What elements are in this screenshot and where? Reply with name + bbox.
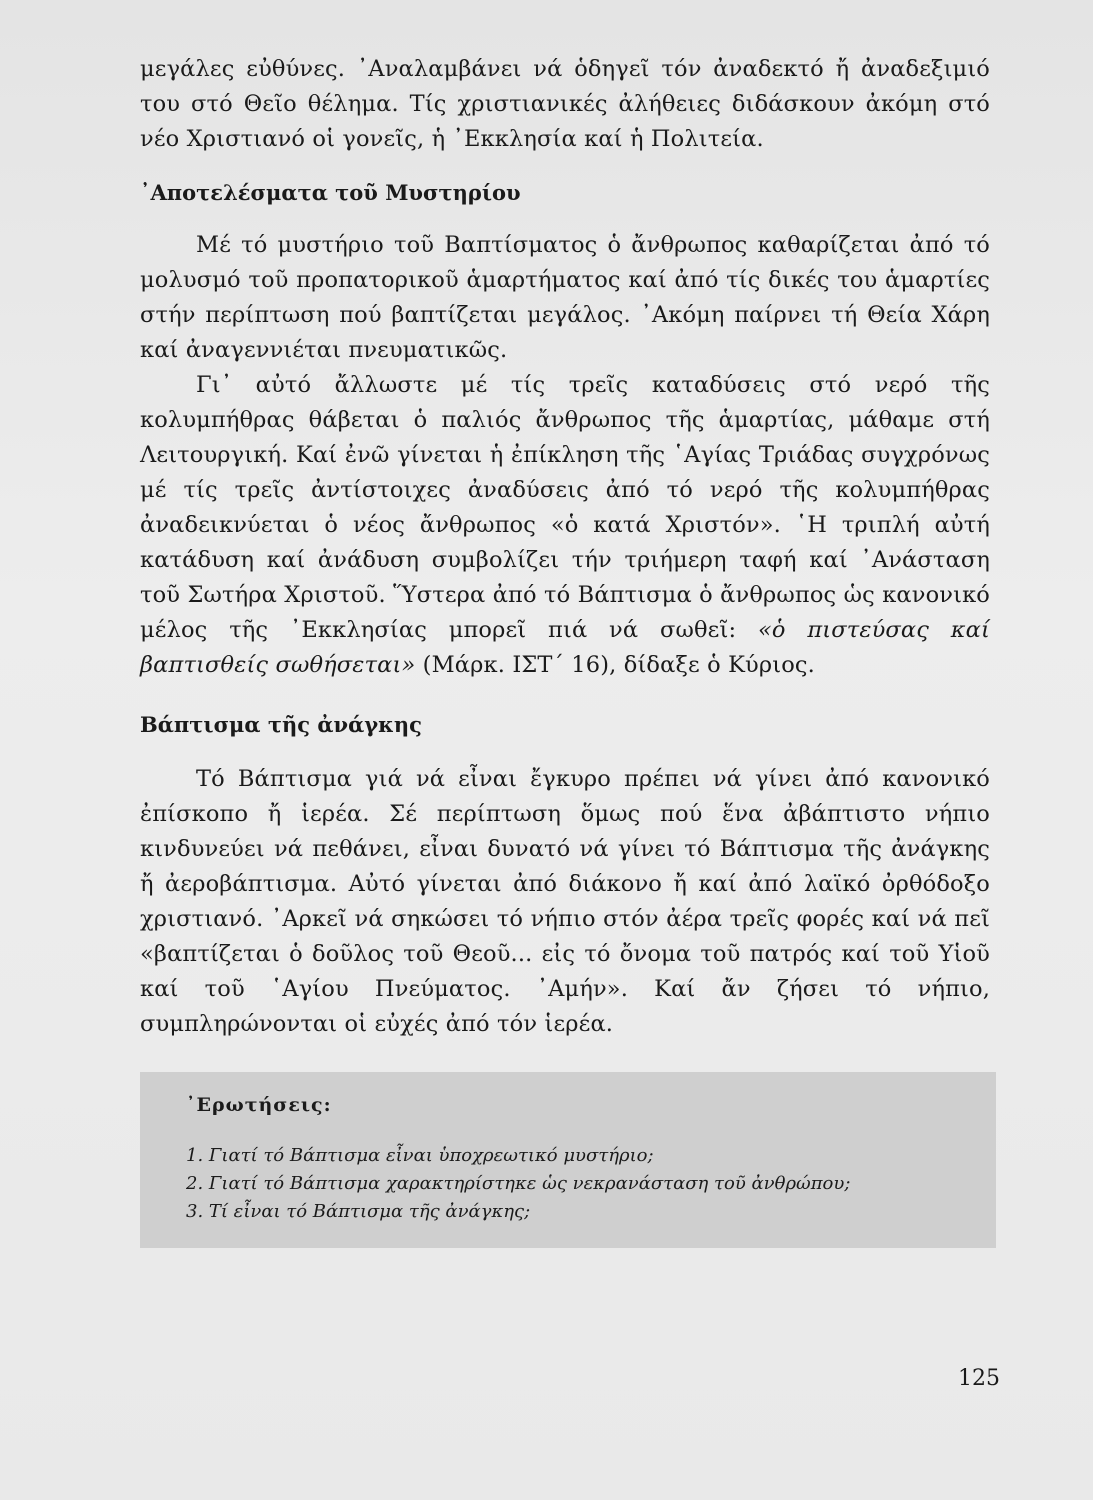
effects-paragraph-1: Μέ τό μυστήριο τοῦ Βαπτίσματος ὁ ἄνθρωπος καθαρίζεται ἀπό τό μολυσμό τοῦ προπατορικοῦ ἁμαρτήματος καί ἀπό τίς δικές του ἁμαρτίες στήν περίπτωση πού βαπτίζεται μεγάλος. ᾿Ακόμη παίρνει τή Θεία Χάρη καί ἀναγεννιέται πνευματικῶς. [140,232,990,363]
effects-paragraph-2 [140,368,990,683]
effects-paragraph-2-text: Γι᾿ αὐτό ἄλλωστε μέ τίς τρεῖς καταδύσεις στό νερό τῆς κολυμπήθρας θάβεται ὁ παλιός ἄνθρωπος τῆς ἁμαρτίας, μάθαμε στή Λειτουργική. Καί ἐνῶ γίνεται ἡ ἐπίκληση τῆς ῾Αγίας Τριάδας συγχρόνως μέ τίς τρεῖς ἀντίστοιχες ἀναδύσεις ἀπό τό νερό τῆς κολυμπήθρας ἀναδεικνύεται ὁ νέος ἄνθρωπος «ὁ κατά Χριστόν». ῾Η τριπλή αὐτή κατάδυση καί ἀνάδυση συμβολίζει τήν τριήμερη ταφή καί ᾿Ανάσταση τοῦ Σωτήρα Χριστοῦ. Ὕστερα ἀπό τό Βάπτισμα ὁ ἄνθρωπος ὡς κανονικό μέλος τῆς ᾿Εκκλησίας μπορεῖ πιά νά σωθεῖ: [140,372,990,643]
questions-box [140,1072,996,1248]
question-item: 3. Τί εἶναι τό Βάπτισμα τῆς ἀνάγκης; [186,1201,531,1222]
questions-title: ᾿Ερωτήσεις: [186,1094,332,1116]
intro-paragraph [140,52,990,157]
intro-text: μεγάλες εὐθύνες. ᾿Αναλαμβάνει νά ὁδηγεῖ τόν ἀναδεκτό ἤ ἀναδεξιμιό του στό Θεῖο θέλημα. Τίς χριστιανικές ἀλήθειες διδάσκουν ἀκόμη στό νέο Χριστιανό οἱ γονεῖς, ἡ ᾿Εκκλησία καί ἡ Πολιτεία. [140,56,990,152]
page-number: 125 [958,1366,1000,1391]
section-heading-effects: ᾿Αποτελέσματα τοῦ Μυστηρίου [140,180,521,205]
section-heading-necessity: Βάπτισμα τῆς ἀνάγκης [140,712,422,737]
scripture-quote: «ὁ πιστεύσας καί βαπτισθείς σωθήσεται» [140,617,990,678]
question-item: 1. Γιατί τό Βάπτισμα εἶναι ὑποχρεωτικό μυστήριο; [186,1145,654,1166]
scripture-reference: (Μάρκ. ΙΣΤ΄ 16), δίδαξε ὁ Κύριος. [422,652,815,678]
question-item: 2. Γιατί τό Βάπτισμα χαρακτηρίστηκε ὡς νεκρανάσταση τοῦ ἀνθρώπου; [186,1173,851,1194]
necessity-body [140,762,990,1042]
questions-list [186,1142,850,1226]
effects-body [140,228,990,683]
necessity-paragraph: Τό Βάπτισμα γιά νά εἶναι ἔγκυρο πρέπει νά γίνει ἀπό κανονικό ἐπίσκοπο ἤ ἱερέα. Σέ περίπτωση ὅμως πού ἕνα ἀβάπτιστο νήπιο κινδυνεύει νά πεθάνει, εἶναι δυνατό νά γίνει τό Βάπτισμα τῆς ἀνάγκης ἤ ἀεροβάπτισμα. Αὐτό γίνεται ἀπό διάκονο ἤ καί ἀπό λαϊκό ὀρθόδοξο χριστιανό. ᾿Αρκεῖ νά σηκώσει τό νήπιο στόν ἀέρα τρεῖς φορές καί νά πεῖ «βαπτίζεται ὁ δοῦλος τοῦ Θεοῦ... εἰς τό ὄνομα τοῦ πατρός καί τοῦ Υἱοῦ καί τοῦ ῾Αγίου Πνεύματος. ᾿Αμήν». Καί ἄν ζήσει τό νήπιο, συμπληρώνονται οἱ εὐχές ἀπό τόν ἱερέα. [140,766,990,1037]
